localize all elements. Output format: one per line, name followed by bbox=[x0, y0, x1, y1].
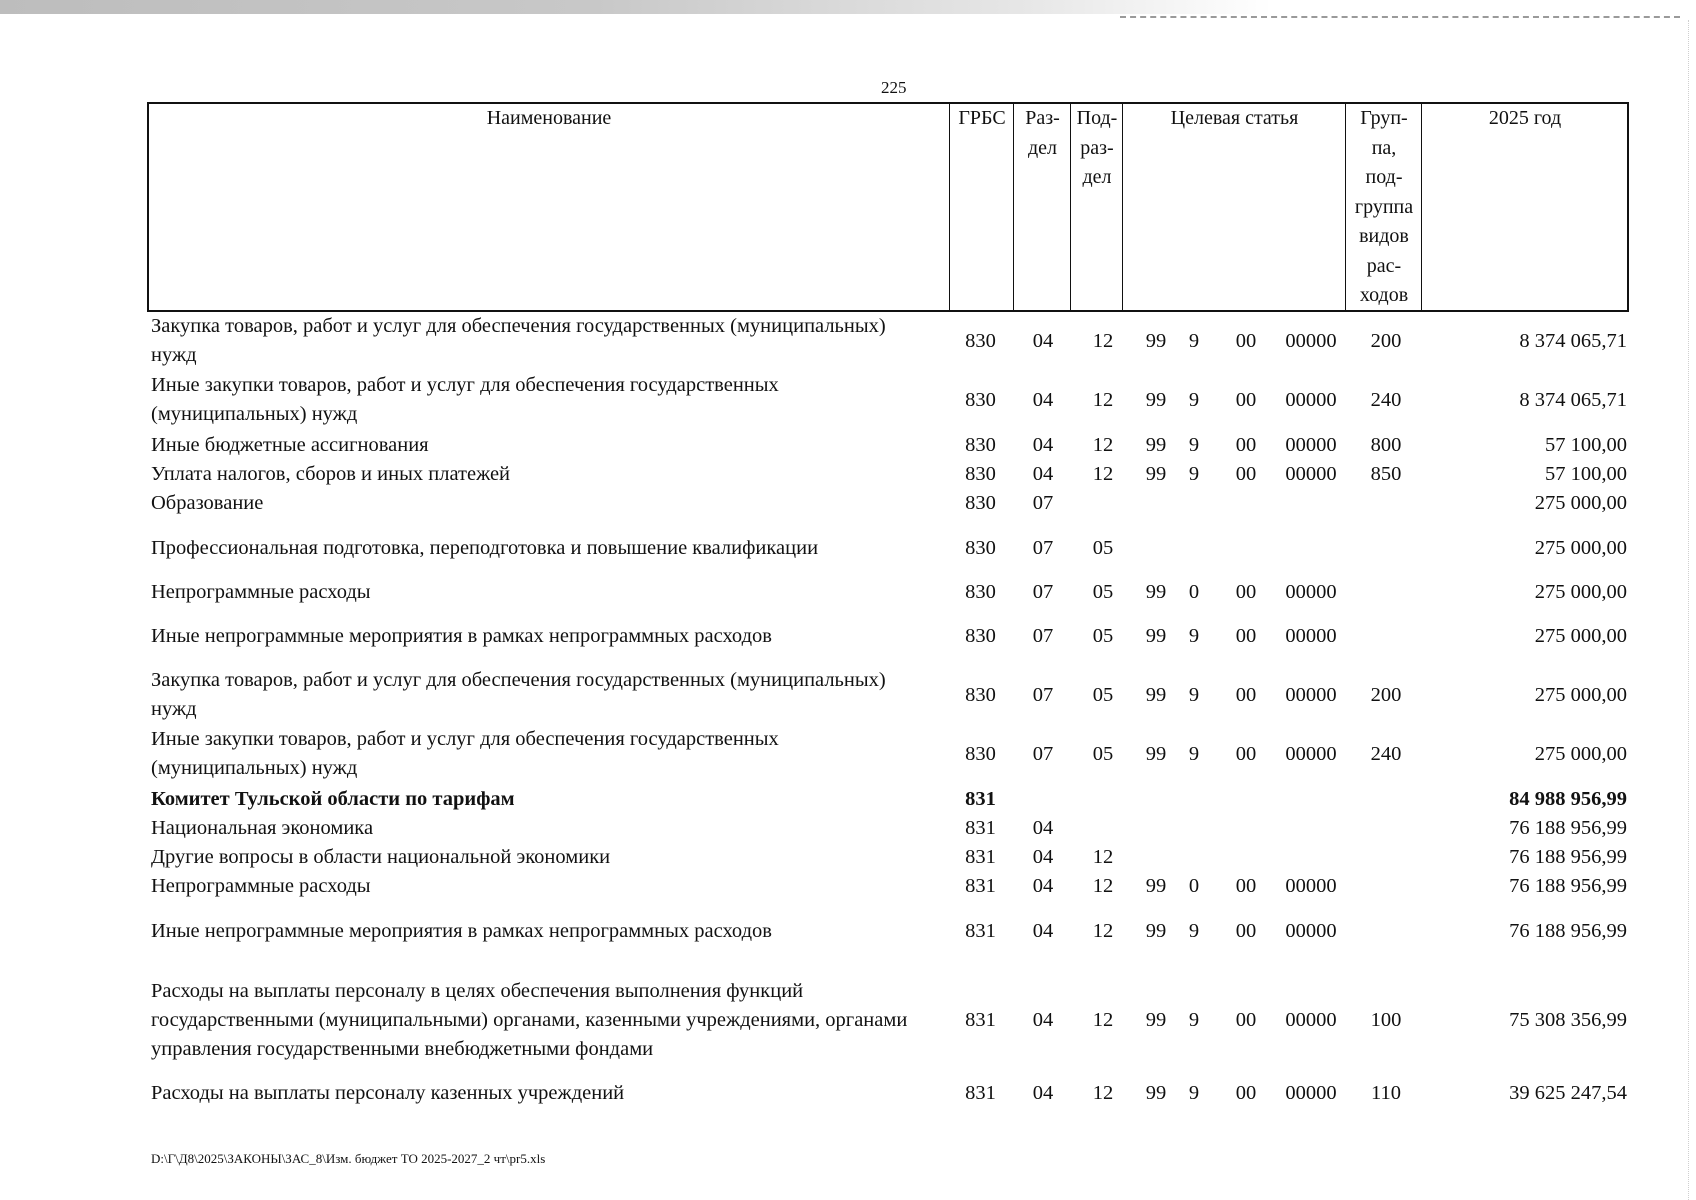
grbs-cell: 831 bbox=[965, 875, 996, 897]
podrazdel-cell: 05 bbox=[1092, 537, 1114, 559]
grbs-cell: 830 bbox=[965, 330, 996, 352]
grbs-cell: 831 bbox=[965, 788, 996, 810]
amount-cell: 84 988 956,99 bbox=[1509, 788, 1627, 810]
razdel-cell: 04 bbox=[1032, 875, 1054, 897]
amount-cell: 275 000,00 bbox=[1534, 581, 1627, 603]
header-name: Наименование bbox=[486, 107, 612, 129]
razdel-cell: 04 bbox=[1032, 434, 1054, 456]
razdel-cell: 04 bbox=[1032, 389, 1054, 411]
header-gruppa-line: Груп- bbox=[1360, 107, 1408, 129]
table-row bbox=[0, 872, 1696, 901]
target-code-subprogram-cell: 9 bbox=[1188, 1009, 1200, 1031]
row-name-cell: Комитет Тульской области по тарифам bbox=[151, 787, 515, 810]
header-divider bbox=[1421, 104, 1422, 310]
target-code-direction-cell: 00 bbox=[1235, 1082, 1257, 1104]
podrazdel-cell: 05 bbox=[1092, 684, 1114, 706]
amount-cell: 8 374 065,71 bbox=[1519, 330, 1627, 352]
expense-group-cell: 850 bbox=[1370, 463, 1402, 485]
row-name-cell: Иные закупки товаров, работ и услуг для обеспечения государственных (муниципальных) нужд bbox=[151, 728, 779, 779]
header-gruppa-line: видов bbox=[1359, 225, 1409, 247]
target-code-direction-cell: 00 bbox=[1235, 330, 1257, 352]
amount-cell: 275 000,00 bbox=[1534, 492, 1627, 514]
amount-cell: 75 308 356,99 bbox=[1509, 1009, 1627, 1031]
header-gruppa-line: рас- bbox=[1366, 254, 1402, 277]
header-podrazdel-line: раз- bbox=[1080, 136, 1114, 159]
amount-cell: 275 000,00 bbox=[1534, 743, 1627, 765]
target-code-direction-cell: 00 bbox=[1235, 920, 1257, 942]
header-gruppa bbox=[1347, 104, 1421, 310]
header-gruppa-line: ходов bbox=[1359, 284, 1409, 306]
grbs-cell: 830 bbox=[965, 743, 996, 765]
row-name-cell: Расходы на выплаты персоналу в целях обеспечения выполнения функций государственными (муниципальными) органами, казенными учреждениями, органами управления государственными внебюджетными фондами bbox=[151, 979, 908, 1060]
razdel-cell: 07 bbox=[1032, 581, 1054, 603]
razdel-cell: 07 bbox=[1032, 684, 1054, 706]
expense-group-cell: 240 bbox=[1370, 743, 1402, 765]
table-row bbox=[0, 814, 1696, 843]
grbs-cell: 830 bbox=[965, 463, 996, 485]
razdel-cell: 04 bbox=[1032, 330, 1054, 352]
header-divider bbox=[1345, 104, 1346, 310]
target-code-subprogram-cell: 0 bbox=[1188, 875, 1200, 897]
target-code-number-cell: 00000 bbox=[1285, 875, 1337, 897]
target-code-subprogram-cell: 9 bbox=[1188, 625, 1200, 647]
target-code-program-cell: 99 bbox=[1145, 920, 1167, 942]
target-code-direction-cell: 00 bbox=[1235, 684, 1257, 706]
target-code-subprogram-cell: 9 bbox=[1188, 920, 1200, 942]
grbs-cell: 831 bbox=[965, 817, 996, 839]
header-razdel-line: Раз- bbox=[1025, 107, 1060, 129]
target-code-subprogram-cell: 9 bbox=[1188, 434, 1200, 456]
target-code-number-cell: 00000 bbox=[1285, 389, 1337, 411]
table-row bbox=[0, 371, 1696, 429]
header-grbs: ГРБС bbox=[958, 107, 1006, 129]
expense-group-cell: 110 bbox=[1371, 1082, 1401, 1104]
target-code-number-cell: 00000 bbox=[1285, 1082, 1337, 1104]
table-row bbox=[0, 622, 1696, 651]
header-celevaya: Целевая статья bbox=[1170, 107, 1299, 129]
target-code-program-cell: 99 bbox=[1145, 581, 1167, 603]
amount-cell: 39 625 247,54 bbox=[1509, 1082, 1627, 1104]
target-code-subprogram-cell: 9 bbox=[1188, 743, 1200, 765]
podrazdel-cell: 12 bbox=[1092, 434, 1114, 456]
target-code-number-cell: 00000 bbox=[1285, 463, 1337, 485]
scan-edge-dash bbox=[1120, 16, 1680, 18]
row-name-cell: Другие вопросы в области национальной экономики bbox=[151, 845, 611, 868]
target-code-program-cell: 99 bbox=[1145, 1009, 1167, 1031]
target-code-program-cell: 99 bbox=[1145, 684, 1167, 706]
header-gruppa-line: группа bbox=[1354, 195, 1414, 218]
target-code-direction-cell: 00 bbox=[1235, 389, 1257, 411]
target-code-subprogram-cell: 9 bbox=[1188, 463, 1200, 485]
target-code-program-cell: 99 bbox=[1145, 875, 1167, 897]
row-name-cell: Закупка товаров, работ и услуг для обеспечения государственных (муниципальных) нужд bbox=[151, 315, 886, 366]
expense-group-cell: 200 bbox=[1370, 330, 1402, 352]
header-razdel bbox=[1015, 104, 1070, 310]
header-divider bbox=[1122, 104, 1123, 310]
table-row bbox=[0, 725, 1696, 783]
header-divider bbox=[949, 104, 950, 310]
target-code-program-cell: 99 bbox=[1145, 330, 1167, 352]
row-name-cell: Иные закупки товаров, работ и услуг для обеспечения государственных (муниципальных) нужд bbox=[151, 374, 779, 425]
target-code-direction-cell: 00 bbox=[1235, 625, 1257, 647]
podrazdel-cell: 12 bbox=[1092, 463, 1114, 485]
page-number: 225 bbox=[881, 78, 907, 97]
podrazdel-cell: 12 bbox=[1092, 875, 1114, 897]
header-year: 2025 год bbox=[1488, 107, 1562, 129]
target-code-number-cell: 00000 bbox=[1285, 920, 1337, 942]
razdel-cell: 07 bbox=[1032, 743, 1054, 765]
amount-cell: 76 188 956,99 bbox=[1509, 920, 1627, 942]
podrazdel-cell: 12 bbox=[1092, 1009, 1114, 1031]
target-code-direction-cell: 00 bbox=[1235, 434, 1257, 456]
row-name-cell: Непрограммные расходы bbox=[151, 874, 371, 897]
grbs-cell: 830 bbox=[965, 625, 996, 647]
razdel-cell: 07 bbox=[1032, 625, 1054, 647]
table-row bbox=[0, 578, 1696, 607]
target-code-subprogram-cell: 9 bbox=[1188, 684, 1200, 706]
podrazdel-cell: 12 bbox=[1092, 389, 1114, 411]
amount-cell: 8 374 065,71 bbox=[1519, 389, 1627, 411]
target-code-number-cell: 00000 bbox=[1285, 330, 1337, 352]
grbs-cell: 830 bbox=[965, 389, 996, 411]
expense-group-cell: 240 bbox=[1370, 389, 1402, 411]
razdel-cell: 04 bbox=[1032, 463, 1054, 485]
target-code-direction-cell: 00 bbox=[1235, 1009, 1257, 1031]
table-row bbox=[0, 843, 1696, 872]
target-code-program-cell: 99 bbox=[1145, 389, 1167, 411]
target-code-number-cell: 00000 bbox=[1285, 625, 1337, 647]
target-code-direction-cell: 00 bbox=[1235, 875, 1257, 897]
header-gruppa-line: под- bbox=[1365, 166, 1403, 188]
row-name-cell: Национальная экономика bbox=[151, 816, 374, 839]
amount-cell: 275 000,00 bbox=[1534, 684, 1627, 706]
amount-cell: 76 188 956,99 bbox=[1509, 846, 1627, 868]
podrazdel-cell: 05 bbox=[1092, 581, 1114, 603]
grbs-cell: 831 bbox=[965, 846, 996, 868]
table-row bbox=[0, 977, 1696, 1064]
table-row bbox=[0, 917, 1696, 946]
target-code-number-cell: 00000 bbox=[1285, 581, 1337, 603]
target-code-number-cell: 00000 bbox=[1285, 684, 1337, 706]
target-code-subprogram-cell: 9 bbox=[1188, 330, 1200, 352]
table-header bbox=[147, 102, 1629, 312]
grbs-cell: 831 bbox=[965, 1082, 996, 1104]
expense-group-cell: 800 bbox=[1370, 434, 1402, 456]
scan-edge-shadow bbox=[0, 0, 1696, 14]
grbs-cell: 830 bbox=[965, 492, 996, 514]
table-row bbox=[0, 666, 1696, 724]
expense-group-cell: 100 bbox=[1370, 1009, 1402, 1031]
podrazdel-cell: 05 bbox=[1092, 743, 1114, 765]
grbs-cell: 831 bbox=[965, 920, 996, 942]
podrazdel-cell: 12 bbox=[1092, 1082, 1114, 1104]
razdel-cell: 04 bbox=[1032, 920, 1054, 942]
header-divider bbox=[1013, 104, 1014, 310]
header-razdel-line: дел bbox=[1027, 136, 1058, 159]
razdel-cell: 07 bbox=[1032, 537, 1054, 559]
grbs-cell: 830 bbox=[965, 434, 996, 456]
target-code-program-cell: 99 bbox=[1145, 463, 1167, 485]
target-code-subprogram-cell: 9 bbox=[1188, 1082, 1200, 1104]
target-code-program-cell: 99 bbox=[1145, 743, 1167, 765]
amount-cell: 76 188 956,99 bbox=[1509, 817, 1627, 839]
target-code-program-cell: 99 bbox=[1145, 625, 1167, 647]
razdel-cell: 04 bbox=[1032, 817, 1054, 839]
table-row bbox=[0, 312, 1696, 370]
row-name-cell: Закупка товаров, работ и услуг для обеспечения государственных (муниципальных) нужд bbox=[151, 669, 886, 720]
target-code-direction-cell: 00 bbox=[1235, 743, 1257, 765]
row-name-cell: Образование bbox=[151, 491, 264, 514]
target-code-direction-cell: 00 bbox=[1235, 581, 1257, 603]
target-code-direction-cell: 00 bbox=[1235, 463, 1257, 485]
target-code-subprogram-cell: 9 bbox=[1188, 389, 1200, 411]
header-divider bbox=[1070, 104, 1071, 310]
header-podrazdel-line: Под- bbox=[1076, 107, 1118, 129]
row-name-cell: Уплата налогов, сборов и иных платежей bbox=[151, 462, 511, 485]
podrazdel-cell: 12 bbox=[1092, 920, 1114, 942]
podrazdel-cell: 05 bbox=[1092, 625, 1114, 647]
razdel-cell: 04 bbox=[1032, 846, 1054, 868]
expense-group-cell: 200 bbox=[1370, 684, 1402, 706]
row-name-cell: Иные непрограммные мероприятия в рамках непрограммных расходов bbox=[151, 624, 772, 647]
amount-cell: 57 100,00 bbox=[1545, 434, 1627, 456]
amount-cell: 57 100,00 bbox=[1545, 463, 1627, 485]
target-code-subprogram-cell: 0 bbox=[1188, 581, 1200, 603]
amount-cell: 76 188 956,99 bbox=[1509, 875, 1627, 897]
razdel-cell: 07 bbox=[1032, 492, 1054, 514]
target-code-program-cell: 99 bbox=[1145, 434, 1167, 456]
file-path-footer: D:\Г\Д8\2025\ЗАКОНЫ\ЗАС_8\Изм. бюджет ТО 2025-2027_2 чт\pr5.xls bbox=[151, 1151, 546, 1166]
header-gruppa-line: па, bbox=[1371, 136, 1397, 159]
target-code-program-cell: 99 bbox=[1145, 1082, 1167, 1104]
grbs-cell: 830 bbox=[965, 581, 996, 603]
razdel-cell: 04 bbox=[1032, 1009, 1054, 1031]
grbs-cell: 831 bbox=[965, 1009, 996, 1031]
target-code-number-cell: 00000 bbox=[1285, 743, 1337, 765]
razdel-cell: 04 bbox=[1032, 1082, 1054, 1104]
row-name-cell: Иные непрограммные мероприятия в рамках непрограммных расходов bbox=[151, 919, 772, 942]
target-code-number-cell: 00000 bbox=[1285, 1009, 1337, 1031]
table-row bbox=[0, 534, 1696, 563]
table-row bbox=[0, 460, 1696, 489]
row-name-cell: Иные бюджетные ассигнования bbox=[151, 433, 429, 456]
row-name-cell: Непрограммные расходы bbox=[151, 580, 371, 603]
header-podrazdel-line: дел bbox=[1082, 166, 1112, 188]
row-name-cell: Расходы на выплаты персоналу казенных учреждений bbox=[151, 1081, 625, 1104]
table-row bbox=[0, 1079, 1696, 1108]
amount-cell: 275 000,00 bbox=[1534, 625, 1627, 647]
podrazdel-cell: 12 bbox=[1092, 846, 1114, 868]
grbs-cell: 830 bbox=[965, 684, 996, 706]
row-name-cell: Профессиональная подготовка, переподготовка и повышение квалификации bbox=[151, 536, 819, 559]
table-row bbox=[0, 785, 1696, 814]
podrazdel-cell: 12 bbox=[1092, 330, 1114, 352]
table-row bbox=[0, 489, 1696, 518]
table-row bbox=[0, 431, 1696, 460]
amount-cell: 275 000,00 bbox=[1534, 537, 1627, 559]
grbs-cell: 830 bbox=[965, 537, 996, 559]
target-code-number-cell: 00000 bbox=[1285, 434, 1337, 456]
header-podrazdel bbox=[1072, 104, 1122, 310]
